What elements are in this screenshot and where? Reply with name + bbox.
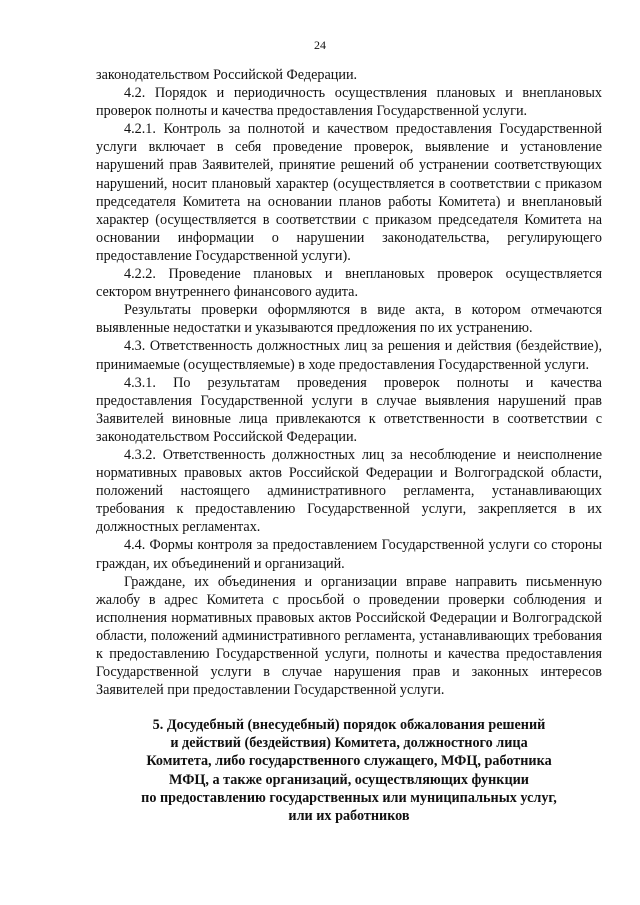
continued-paragraph: законодательством Российской Федерации. (96, 67, 358, 83)
paragraph-audit-results: Результаты проверки оформляются в виде акта, в котором отмечаются выявленные недостатки и указываются предложения по их устранению. (96, 302, 602, 337)
paragraph-4-2-1: 4.2.1. Контроль за полнотой и качеством предоставления Государственной услуги включает в себя проведение проверок, выявление и установление нарушений прав Заявителей, принятие решений об устранении соответствующих нарушений, носит плановый характер (осуществляется в соответствии с приказом председателя Комитета на основании планов работы Комитета) и внеплановый характер (осуществляется в соответствии с приказом председателя Комитета на основании информации о нарушении законодательства, регулирующего предоставление Государственной услуги). (96, 121, 602, 264)
paragraph-4-2-2: 4.2.2. Проведение плановых и внеплановых проверок осуществляется сектором внутреннего финансового аудита. (96, 266, 602, 301)
heading-line: МФЦ, а также организаций, осуществляющих функции (169, 771, 529, 788)
paragraph-4-2: 4.2. Порядок и периодичность осуществления плановых и внеплановых проверок полноты и качества предоставления Государственной услуги. (96, 85, 602, 120)
paragraph-4-4: 4.4. Формы контроля за предоставлением Государственной услуги со стороны граждан, их объединений и организаций. (96, 537, 602, 572)
heading-line: Комитета, либо государственного служащего, МФЦ, работника (146, 753, 552, 770)
document-body (96, 66, 602, 699)
section-5-heading (96, 716, 602, 825)
page-number: 24 (314, 38, 326, 52)
paragraph-4-3-1: 4.3.1. По результатам проведения проверок полноты и качества предоставления Государственной услуги в случае выявления нарушений прав Заявителей виновные лица привлекаются к ответственности в соответствии с законодательством Российской Федерации. (96, 374, 602, 445)
paragraph-4-3-2: 4.3.2. Ответственность должностных лиц за несоблюдение и неисполнение нормативных правовых актов Российской Федерации и Волгоградской области, положений настоящего административного регламента, устанавливающих требования к предоставлению Государственной услуги, закрепляется в их должностных регламентах. (96, 446, 602, 536)
heading-line: и действий (бездействия) Комитета, должностного лица (170, 735, 528, 752)
paragraph-4-3: 4.3. Ответственность должностных лиц за решения и действия (бездействие), принимаемые (осуществляемые) в ходе предоставления Государственной услуги. (96, 338, 602, 373)
heading-line: по предоставлению государственных или муниципальных услуг, (141, 789, 557, 806)
paragraph-citizens-complaint: Граждане, их объединения и организации вправе направить письменную жалобу в адрес Комитета с просьбой о проведении проверки соблюдения и исполнения нормативных правовых актов Российской Федерации и Волгоградской области, положений административного регламента, устанавливающих требования к предоставлению Государственной услуги, полноты и качества предоставления Государственной услуги в случае нарушения прав и законных интересов Заявителей при предоставлении Государственной услуги. (96, 573, 602, 699)
heading-line: или их работников (288, 808, 410, 825)
heading-line: 5. Досудебный (внесудебный) порядок обжалования решений (152, 717, 546, 733)
